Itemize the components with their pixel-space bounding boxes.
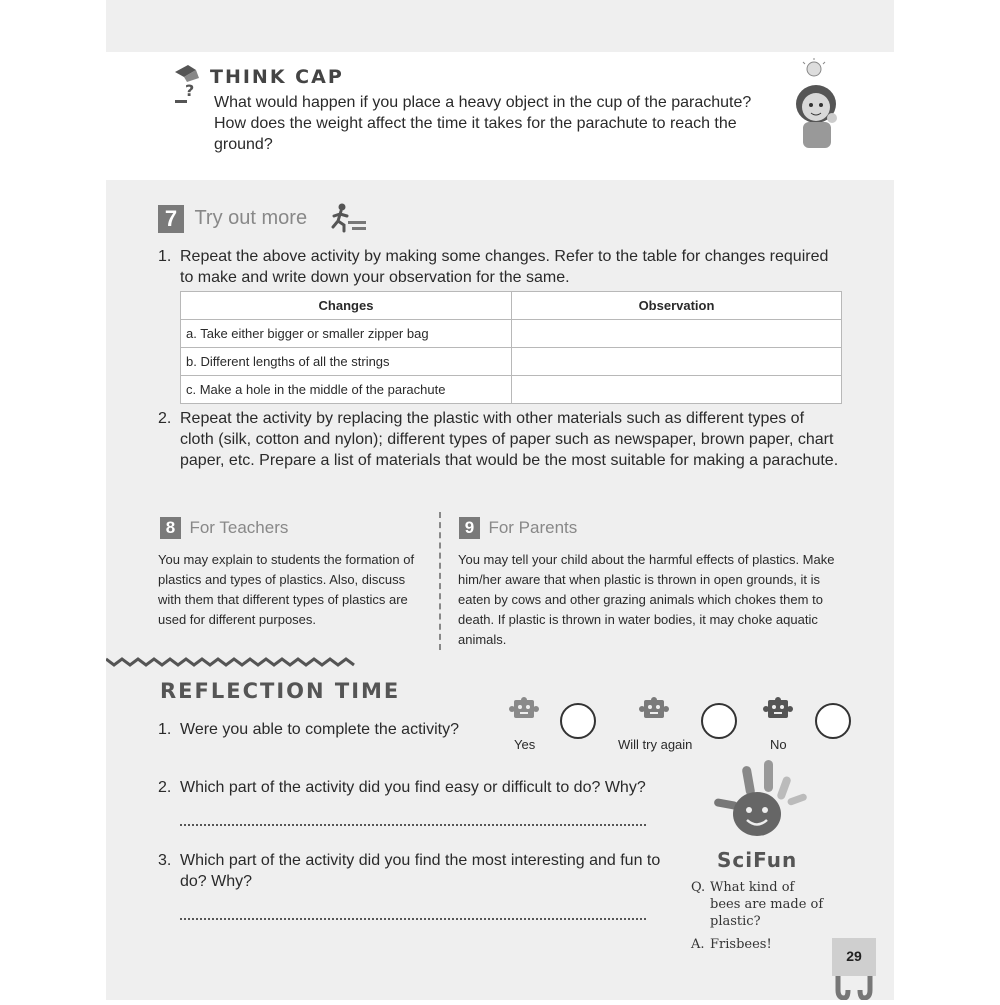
girl-thinking-illustration	[788, 58, 848, 152]
option-no-label: No	[770, 737, 787, 752]
scifun-question: What kind of bees are made of plastic?	[710, 880, 824, 929]
think-cap-text: What would happen if you place a heavy object in the cup of the parachute? How does the weight affect the time it takes for the parachute to reach the ground?	[214, 94, 752, 153]
scifun-a-label: A.	[691, 937, 705, 952]
table-row	[181, 348, 842, 376]
section-title: For Teachers	[189, 518, 289, 537]
try-item-2-text: Repeat the activity by replacing the plastic with other materials such as different types of cloth (silk, cotton and nylon); different types of paper such as newspaper, brown paper, chart paper, etc. Prepare a list of materials that would be the most suitable for making a parachute.	[180, 410, 839, 469]
section-7-heading	[158, 205, 307, 233]
running-stairs-icon	[330, 203, 368, 235]
option-try-again-checkbox[interactable]	[701, 703, 737, 739]
table-cell-observation[interactable]	[512, 376, 842, 404]
option-no-checkbox[interactable]	[815, 703, 851, 739]
question-2-number: 2.	[158, 779, 172, 796]
scifun-q-label: Q.	[691, 880, 706, 895]
table-row	[181, 376, 842, 404]
answer-line-2[interactable]	[180, 824, 646, 826]
question-1-number: 1.	[158, 721, 172, 738]
option-yes-checkbox[interactable]	[560, 703, 596, 739]
question-3-number: 3.	[158, 852, 172, 869]
teachers-text: You may explain to students the formation of plastics and types of plastics. Also, discuss with them that different types of plastics are used for different purposes.	[158, 552, 415, 627]
puzzle-robot-icon	[763, 696, 793, 727]
column-divider	[439, 512, 441, 650]
table-header-row	[181, 292, 842, 320]
option-try-again-label: Will try again	[618, 737, 693, 752]
answer-line-3[interactable]	[180, 918, 646, 920]
section-number-badge: 8	[160, 517, 181, 539]
think-cap-title: THINK CAP	[210, 66, 344, 88]
zigzag-divider	[106, 655, 361, 669]
question-1-text: Were you able to complete the activity?	[180, 721, 459, 738]
section-number-badge: 9	[459, 517, 480, 539]
table-cell-observation[interactable]	[512, 320, 842, 348]
table-cell-change: b. Different lengths of all the strings	[181, 348, 512, 376]
question-3-text: Which part of the activity did you find the most interesting and fun to do? Why?	[180, 852, 661, 890]
parents-heading	[459, 517, 577, 539]
option-yes-label: Yes	[514, 737, 536, 752]
question-2-text: Which part of the activity did you find easy or difficult to do? Why?	[180, 779, 646, 796]
hand-smiley-icon	[712, 758, 812, 842]
section-number-badge: 7	[158, 205, 184, 233]
table-header-changes: Changes	[181, 292, 512, 320]
puzzle-robot-icon	[639, 696, 669, 727]
table-cell-change: c. Make a hole in the middle of the parachute	[181, 376, 512, 404]
parents-text: You may tell your child about the harmful effects of plastics. Make him/her aware that when plastic is thrown in open grounds, it is eaten by cows and other grazing animals which chokes them to death. If plastic is thrown in water bodies, it may choke aquatic animals.	[458, 552, 835, 647]
table-cell-change: a. Take either bigger or smaller zipper bag	[181, 320, 512, 348]
hands-holding-icon	[832, 976, 876, 1000]
scifun-answer: Frisbees!	[710, 937, 772, 952]
scifun-title: SciFun	[717, 848, 798, 872]
section-title: For Parents	[488, 518, 578, 537]
try-item-1-number: 1.	[158, 248, 172, 265]
teachers-heading	[160, 517, 288, 539]
try-item-2-number: 2.	[158, 410, 172, 427]
page-number: 29	[846, 948, 862, 964]
table-header-observation: Observation	[512, 292, 842, 320]
try-item-1-text: Repeat the above activity by making some changes. Refer to the table for changes required to make and write down your observation for the same.	[180, 248, 829, 286]
table-cell-observation[interactable]	[512, 348, 842, 376]
puzzle-robot-icon	[509, 696, 539, 727]
observation-table	[180, 291, 842, 404]
think-cap-icon	[172, 62, 208, 106]
table-row	[181, 320, 842, 348]
section-title: Try out more	[194, 207, 308, 229]
reflection-title: REFLECTION TIME	[160, 679, 401, 703]
svg-text:?: ?	[185, 81, 195, 100]
